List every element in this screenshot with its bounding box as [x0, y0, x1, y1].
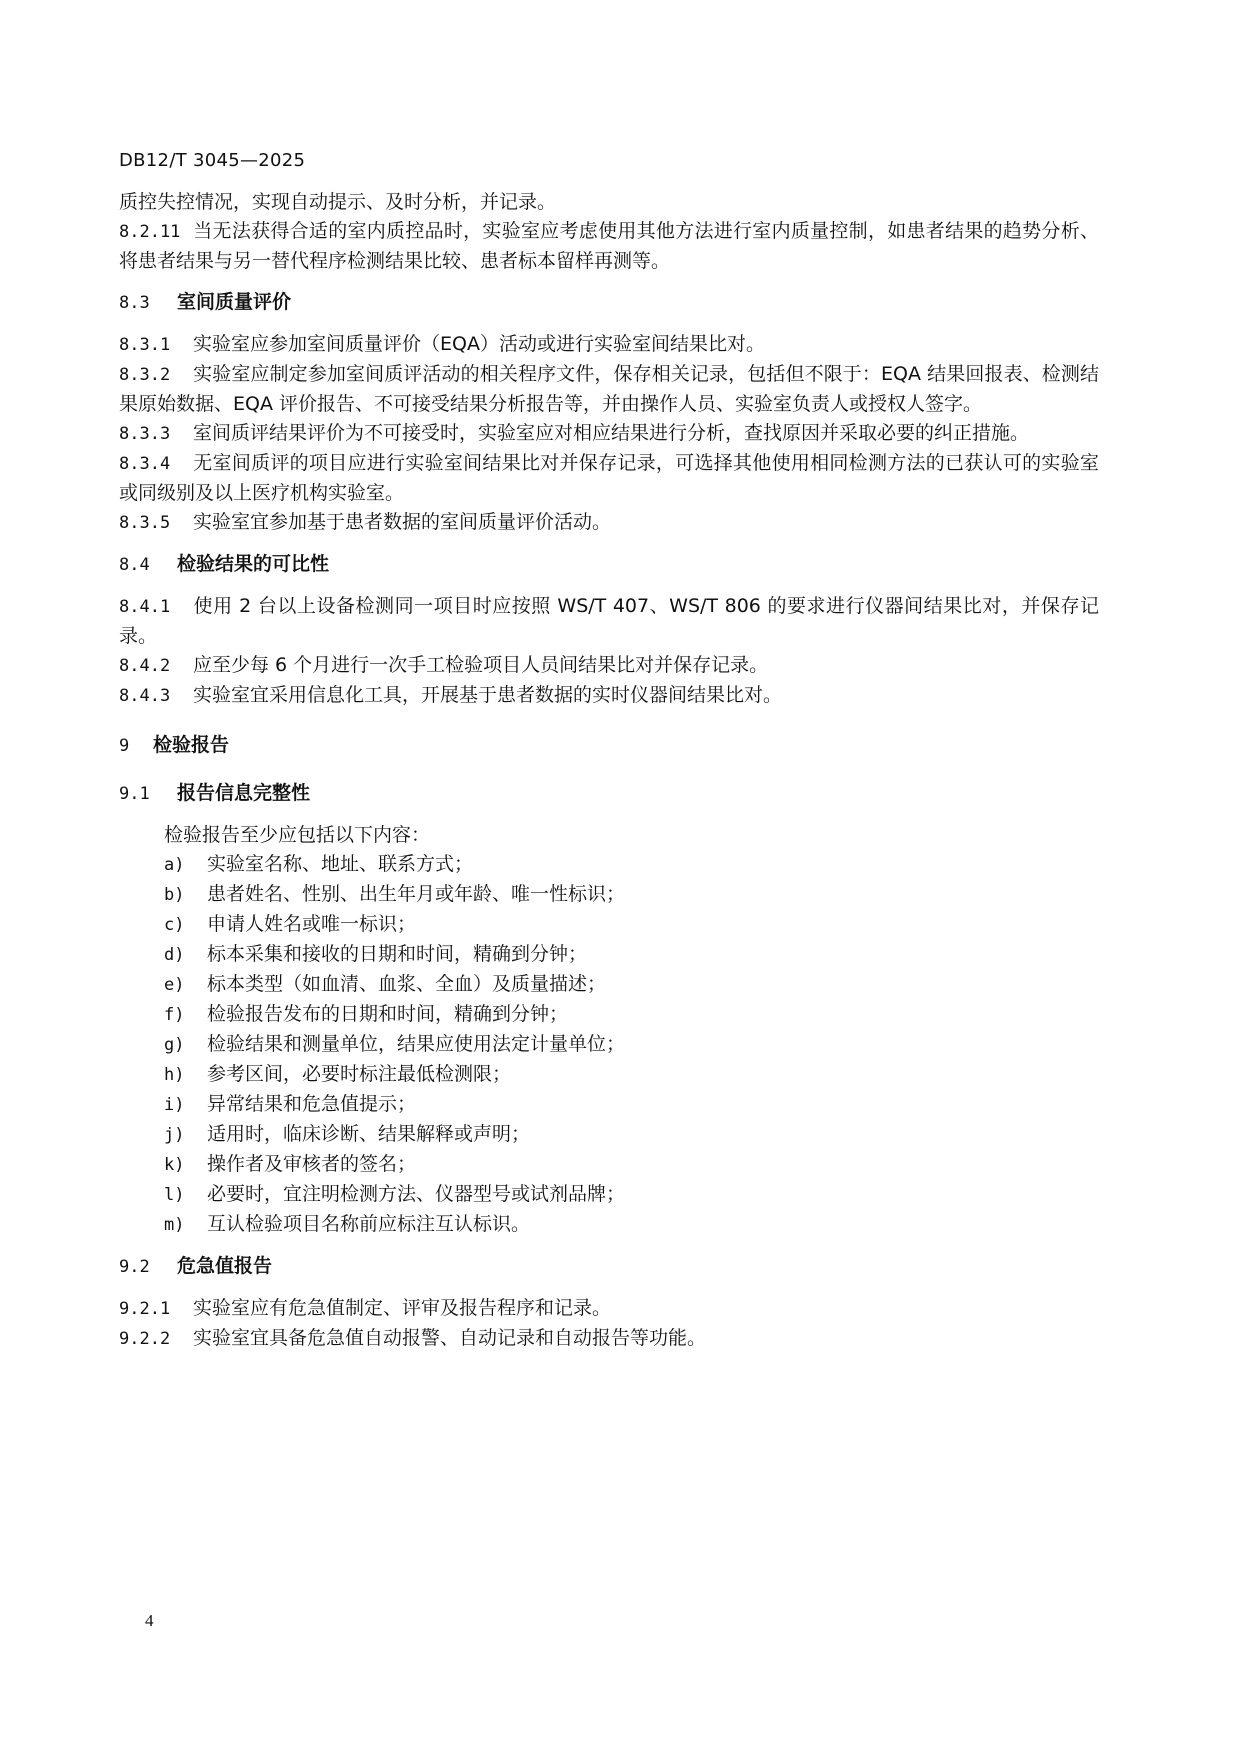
clause-text: 实验室宜采用信息化工具，开展基于患者数据的实时仪器间结果比对。: [193, 684, 783, 706]
clause-number: 8.3.2: [119, 365, 171, 385]
clause-number: 8.4.3: [119, 686, 171, 706]
clause-8-3-4: [119, 449, 1099, 508]
clause-number: 8.4.1: [119, 597, 171, 617]
list-item-label: a): [164, 855, 185, 875]
section-title: 报告信息完整性: [177, 782, 311, 804]
list-item: [119, 1210, 1099, 1240]
list-item-label: l): [164, 1185, 185, 1205]
list-item-label: g): [164, 1035, 185, 1055]
list-item: [119, 940, 1099, 970]
list-item: [119, 1120, 1099, 1150]
clause-number: 9.2.1: [119, 1299, 171, 1319]
clause-8-3-5: [119, 508, 1099, 538]
list-item: [119, 970, 1099, 1000]
section-number: 9.2: [119, 1257, 150, 1277]
list-intro: 检验报告至少应包括以下内容：: [164, 824, 431, 846]
clause-text: 实验室宜具备危急值自动报警、自动记录和自动报告等功能。: [193, 1327, 707, 1349]
list-item-label: h): [164, 1065, 185, 1085]
list-item-label: b): [164, 885, 185, 905]
clause-8-4-1: [119, 592, 1099, 651]
clause-8-3-2: [119, 360, 1099, 419]
section-heading-9-2: [119, 1252, 1099, 1282]
list-item-label: e): [164, 975, 185, 995]
list-item-label: c): [164, 915, 185, 935]
section-heading-8-3: [119, 288, 1099, 318]
clause-8-4-3: [119, 681, 1099, 711]
list-item-label: k): [164, 1155, 185, 1175]
list-item-text: 适用时，临床诊断、结果解释或声明；: [207, 1123, 531, 1145]
list-item: [119, 850, 1099, 880]
clause-9-2-2: [119, 1324, 1099, 1354]
document-id-header: DB12/T 3045—2025: [119, 150, 306, 171]
list-item: [119, 1150, 1099, 1180]
section-title: 危急值报告: [177, 1255, 273, 1277]
clause-8-4-2: [119, 651, 1099, 681]
clause-number: 8.3.1: [119, 335, 171, 355]
page-number: 4: [145, 1611, 154, 1630]
clause-text: 实验室宜参加基于患者数据的室间质量评价活动。: [193, 511, 612, 533]
list-item-label: m): [164, 1215, 185, 1235]
clause-text: 实验室应有危急值制定、评审及报告程序和记录。: [193, 1297, 612, 1319]
section-number: 8.3: [119, 293, 150, 313]
section-title: 检验结果的可比性: [177, 553, 330, 575]
clause-text: 当无法获得合适的室内质控品时，实验室应考虑使用其他方法进行室内质量控制，如患者结果的趋势分析、将患者结果与另一替代程序检测结果比较、患者标本留样再测等。: [119, 220, 1099, 272]
document-body: [119, 188, 1099, 1354]
clause-text: 室间质评结果评价为不可接受时，实验室应对相应结果进行分析，查找原因并采取必要的纠正措施。: [193, 422, 1030, 444]
chapter-heading-9: [119, 731, 1099, 761]
clause-number: 8.3.4: [119, 454, 171, 474]
clause-text: 实验室应制定参加室间质评活动的相关程序文件，保存相关记录，包括但不限于：EQA 结果回报表、检测结果原始数据、EQA 评价报告、不可接受结果分析报告等，并由操作人员、实验室负责人或授权人签字。: [119, 363, 1099, 415]
clause-text: 使用 2 台以上设备检测同一项目时应按照 WS/T 407、WS/T 806 的要求进行仪器间结果比对，并保存记录。: [119, 595, 1099, 647]
list-item-text: 实验室名称、地址、联系方式；: [207, 853, 474, 875]
list-item: [119, 1060, 1099, 1090]
section-heading-8-4: [119, 550, 1099, 580]
list-item-label: d): [164, 945, 185, 965]
list-item-text: 申请人姓名或唯一标识；: [207, 913, 417, 935]
clause-number: 9.2.2: [119, 1329, 171, 1349]
list-item: [119, 910, 1099, 940]
clause-text: 无室间质评的项目应进行实验室间结果比对并保存记录，可选择其他使用相同检测方法的已获认可的实验室或同级别及以上医疗机构实验室。: [119, 452, 1099, 504]
list-item-text: 检验结果和测量单位，结果应使用法定计量单位；: [207, 1033, 626, 1055]
clause-number: 8.2.11: [119, 222, 181, 242]
clause-number: 8.3.3: [119, 424, 171, 444]
list-item-text: 操作者及审核者的签名；: [207, 1153, 417, 1175]
continuation-text: 质控失控情况，实现自动提示、及时分析，并记录。: [119, 191, 557, 213]
list-item-text: 互认检验项目名称前应标注互认标识。: [207, 1213, 531, 1235]
section-number: 8.4: [119, 555, 150, 575]
clause-8-3-1: [119, 330, 1099, 360]
list-item: [119, 1000, 1099, 1030]
list-item: [119, 1090, 1099, 1120]
list-item-label: i): [164, 1095, 185, 1115]
clause-9-2-1: [119, 1294, 1099, 1324]
clause-text: 应至少每 6 个月进行一次手工检验项目人员间结果比对并保存记录。: [193, 654, 769, 676]
list-item-text: 标本类型（如血清、血浆、全血）及质量描述；: [207, 973, 607, 995]
list-item: [119, 1030, 1099, 1060]
clause-8-2-11: [119, 217, 1099, 276]
list-item-text: 标本采集和接收的日期和时间，精确到分钟；: [207, 943, 588, 965]
section-heading-9-1: [119, 779, 1099, 809]
section-title: 室间质量评价: [177, 291, 292, 313]
clause-number: 8.3.5: [119, 513, 171, 533]
list-item-text: 参考区间，必要时标注最低检测限；: [207, 1063, 512, 1085]
clause-text: 实验室应参加室间质量评价（EQA）活动或进行实验室间结果比对。: [193, 333, 765, 355]
clause-8-3-3: [119, 419, 1099, 449]
list-item-label: f): [164, 1005, 185, 1025]
list-item-text: 必要时，宜注明检测方法、仪器型号或试剂品牌；: [207, 1183, 626, 1205]
list-item-text: 异常结果和危急值提示；: [207, 1093, 417, 1115]
list-item: [119, 880, 1099, 910]
chapter-title: 检验报告: [153, 734, 230, 756]
list-item-label: j): [164, 1125, 185, 1145]
list-item: [119, 1180, 1099, 1210]
chapter-number: 9: [119, 736, 130, 756]
section-number: 9.1: [119, 784, 150, 804]
clause-number: 8.4.2: [119, 656, 171, 676]
list-item-text: 患者姓名、性别、出生年月或年龄、唯一性标识；: [207, 883, 626, 905]
list-item-text: 检验报告发布的日期和时间，精确到分钟；: [207, 1003, 569, 1025]
